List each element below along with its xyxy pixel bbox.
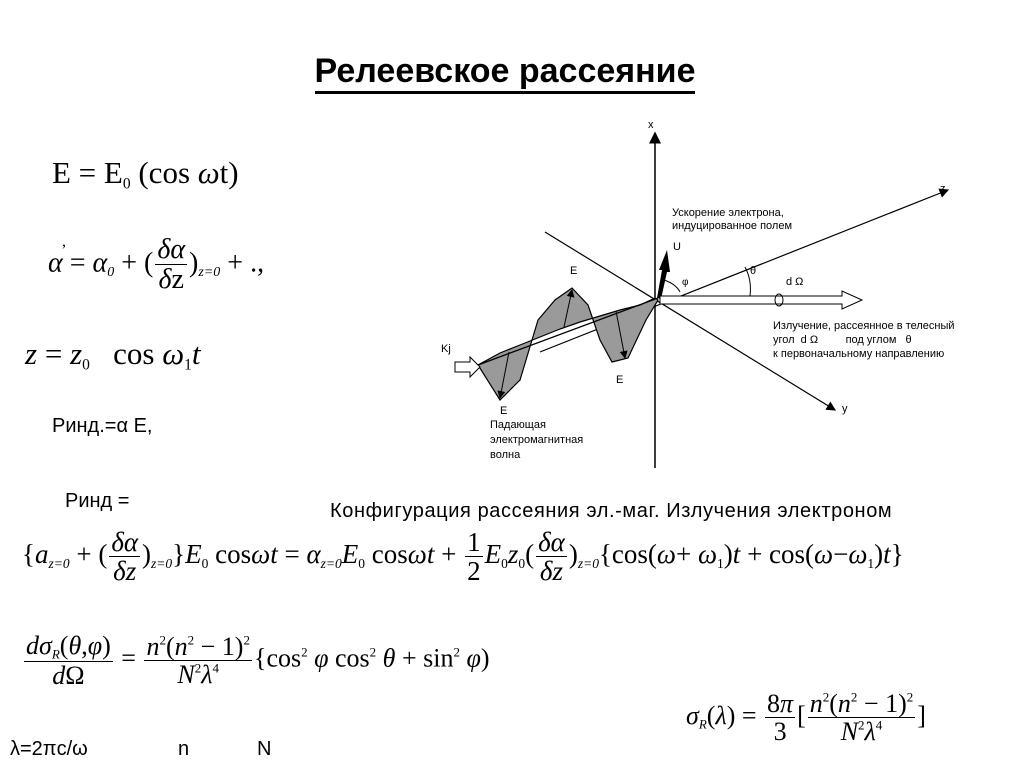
axis-y-label: y [842,403,848,415]
accel-label-2: индуцированное полем [672,220,793,232]
axis-z-label: z [940,183,946,195]
scattered-radiation-arrow [660,291,862,309]
e-label-bottom: E [500,405,508,417]
accel-label-1: Ускорение электрона, [672,207,784,219]
induced-dipole-short: Pинд.=α E, [52,415,153,437]
differential-cross-section: $\frac{d\sigma_R(\theta,\varphi)}{d\Omega}$ = $\frac{n^2(n^2 - 1)^2}{N^2\lambda^4}$ {$\cos^2$ φ $\cos^2 \theta + \sin^2 \varphi$) [26,631,490,691]
refractive-index-label: n [178,738,190,760]
wave-label-1: Падающая [490,419,546,431]
lambda-definition: λ=2πc/ω [10,738,88,760]
scattering-diagram [440,110,1024,480]
e-label-top: E [570,265,578,277]
field-formula: $E = E_0$ (cos ωt) [52,155,239,193]
expansion-formula: {$a_{z=0}$ + ( $\frac{\delta\alpha}{\delta z}$ )$_{z=0}\}E_0$ $\cos\omega t = \alpha_{z=0}E_0$ cosωt + $\frac{1}{2}$ $E_0z_0$( $\frac{\delta\alpha}{\delta z}$ )$_{z=0}\{\cos(\omega+ \omega_1)t + \cos(\omega-\omega_1)t\}$ [22,527,904,587]
axis-x-label: x [648,119,654,131]
acceleration-arrow [657,250,670,299]
diagram-caption: Конфигурация рассеяния эл.-маг. Излучения электроном [330,500,893,522]
polarizability-formula: , $\alpha = \alpha_0$ + ( $\frac{\delta\alpha}{\delta z}$ )$_{z=0}$ + ., [48,233,265,296]
phi-label: φ [682,277,689,288]
number-density-label: N [257,738,272,760]
page-title [0,52,1010,91]
kj-label: Kj [441,343,451,355]
induced-dipole-label: Pинд = [65,490,130,512]
e-label-right: E [616,374,624,386]
displacement-formula: $z = z_0$ $\cos \omega_1t$ [25,336,201,374]
incident-arrow [455,357,480,377]
scatter-label-2: угол d Ω под углом θ [773,334,912,346]
page-title-text: Релеевское рассеяние [315,52,696,94]
scatter-label-1: Излучение, рассеянное в телесный [773,320,955,332]
theta-label: θ [750,265,757,277]
scatter-label-3: к первоначальному направлению [773,348,945,360]
phi-arc [664,280,680,292]
wave-label-2: электромагнитная [490,434,584,446]
wave-label-3: волна [490,449,521,461]
u-label: U [673,241,681,253]
domega-label: d Ω [786,276,804,288]
total-cross-section: $\sigma_R(\lambda)$ = $\frac{8\pi}{3}$ [ $\frac{n^2(n^2 - 1)^2}{N^2\lambda^4}$ ] [686,689,926,747]
incident-wave [478,288,658,400]
